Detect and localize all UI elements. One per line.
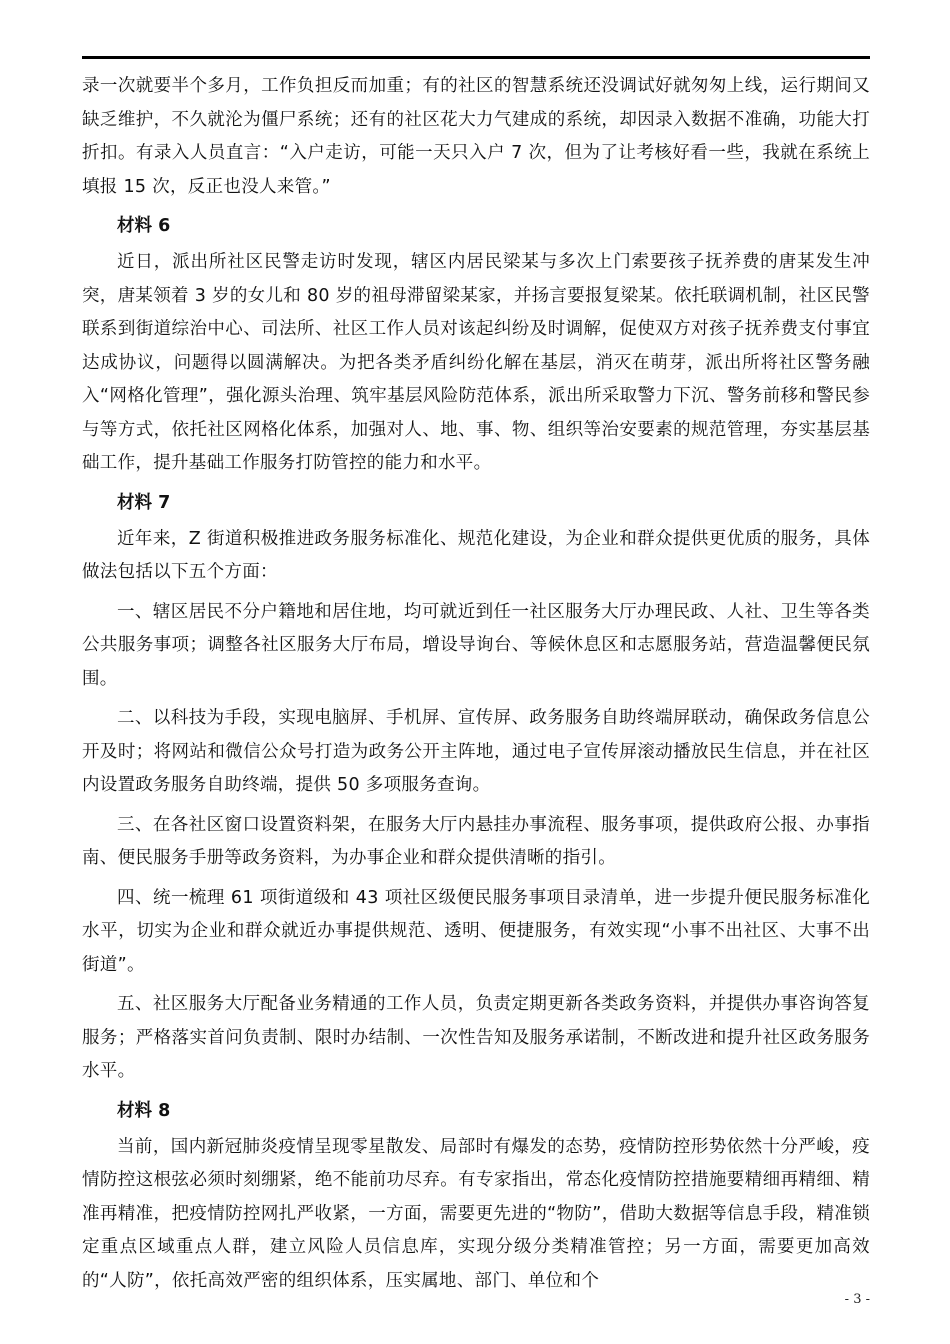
page-number: - 3 - [844, 1292, 870, 1307]
paragraph: 三、在各社区窗口设置资料架，在服务大厅内悬挂办事流程、服务事项，提供政府公报、办事指南、便民服务手册等政务资料，为办事企业和群众提供清晰的指引。 [82, 814, 870, 868]
paragraph: 近日，派出所社区民警走访时发现，辖区内居民梁某与多次上门索要孩子抚养费的唐某发生冲突，唐某领着 3 岁的女儿和 80 岁的祖母滞留梁某家，并扬言要报复梁某。依托联调机制，社区民警联系到街道综治中心、司法所、社区工作人员对该起纠纷及时调解，促使双方对孩子抚养费支付事宜达成协议，问题得以圆满解决。为把各类矛盾纠纷化解在基层，消灭在萌芽，派出所将社区警务融入“网格化管理”，强化源头治理、筑牢基层风险防范体系，派出所采取警力下沉、警务前移和警民参与等方式，依托社区网格化体系，加强对人、地、事、物、组织等治安要素的规范管理，夯实基层基础工作，提升基础工作服务打防管控的能力和水平。 [82, 252, 870, 473]
paragraph: 五、社区服务大厅配备业务精通的工作人员，负责定期更新各类政务资料，并提供办事咨询答复服务；严格落实首问负责制、限时办结制、一次性告知及服务承诺制，不断改进和提升社区政务服务水平。 [82, 994, 870, 1081]
page-content [82, 70, 870, 1304]
section-heading: 材料 7 [117, 492, 171, 513]
intro-paragraph: 录一次就要半个多月，工作负担反而加重；有的社区的智慧系统还没调试好就匆匆上线，运行期间又缺乏维护，不久就沦为僵尸系统；还有的社区花大力气建成的系统，却因录入数据不准确，功能大打折扣。有录入人员直言：“入户走访，可能一天只入户 7 次，但为了让考核好看一些，我就在系统上填报 15 次，反正也没人来管。” [82, 76, 870, 197]
section-material-6 [82, 210, 870, 481]
section-material-7 [82, 487, 870, 1089]
paragraph: 一、辖区居民不分户籍地和居住地，均可就近到任一社区服务大厅办理民政、人社、卫生等各类公共服务事项；调整各社区服务大厅布局，增设导询台、等候休息区和志愿服务站，营造温馨便民氛围。 [82, 601, 870, 689]
paragraph: 当前，国内新冠肺炎疫情呈现零星散发、局部时有爆发的态势，疫情防控形势依然十分严峻，疫情防控这根弦必须时刻绷紧，绝不能前功尽弃。有专家指出，常态化疫情防控措施要精细再精细、精准再精准，把疫情防控网扎严收紧，一方面，需要更先进的“物防”，借助大数据等信息手段，精准锁定重点区域重点人群，建立风险人员信息库，实现分级分类精准管控；另一方面，需要更加高效的“人防”，依托高效严密的组织体系，压实属地、部门、单位和个 [82, 1136, 870, 1291]
section-heading: 材料 8 [117, 1100, 171, 1121]
paragraph: 近年来，Z 街道积极推进政务服务标准化、规范化建设，为企业和群众提供更优质的服务，具体做法包括以下五个方面： [82, 528, 870, 582]
paragraph: 二、以科技为手段，实现电脑屏、手机屏、宣传屏、政务服务自助终端屏联动，确保政务信息公开及时；将网站和微信公众号打造为政务公开主阵地，通过电子宣传屏滚动播放民生信息，并在社区内设置政务服务自助终端，提供 50 多项服务查询。 [82, 708, 870, 795]
paragraph: 四、统一梳理 61 项街道级和 43 项社区级便民服务事项目录清单，进一步提升便民服务标准化水平，切实为企业和群众就近办事提供规范、透明、便捷服务，有效实现“小事不出社区、大事不出街道”。 [82, 887, 870, 975]
section-material-8 [82, 1095, 870, 1299]
header-rule [82, 56, 870, 59]
section-heading: 材料 6 [117, 216, 171, 236]
